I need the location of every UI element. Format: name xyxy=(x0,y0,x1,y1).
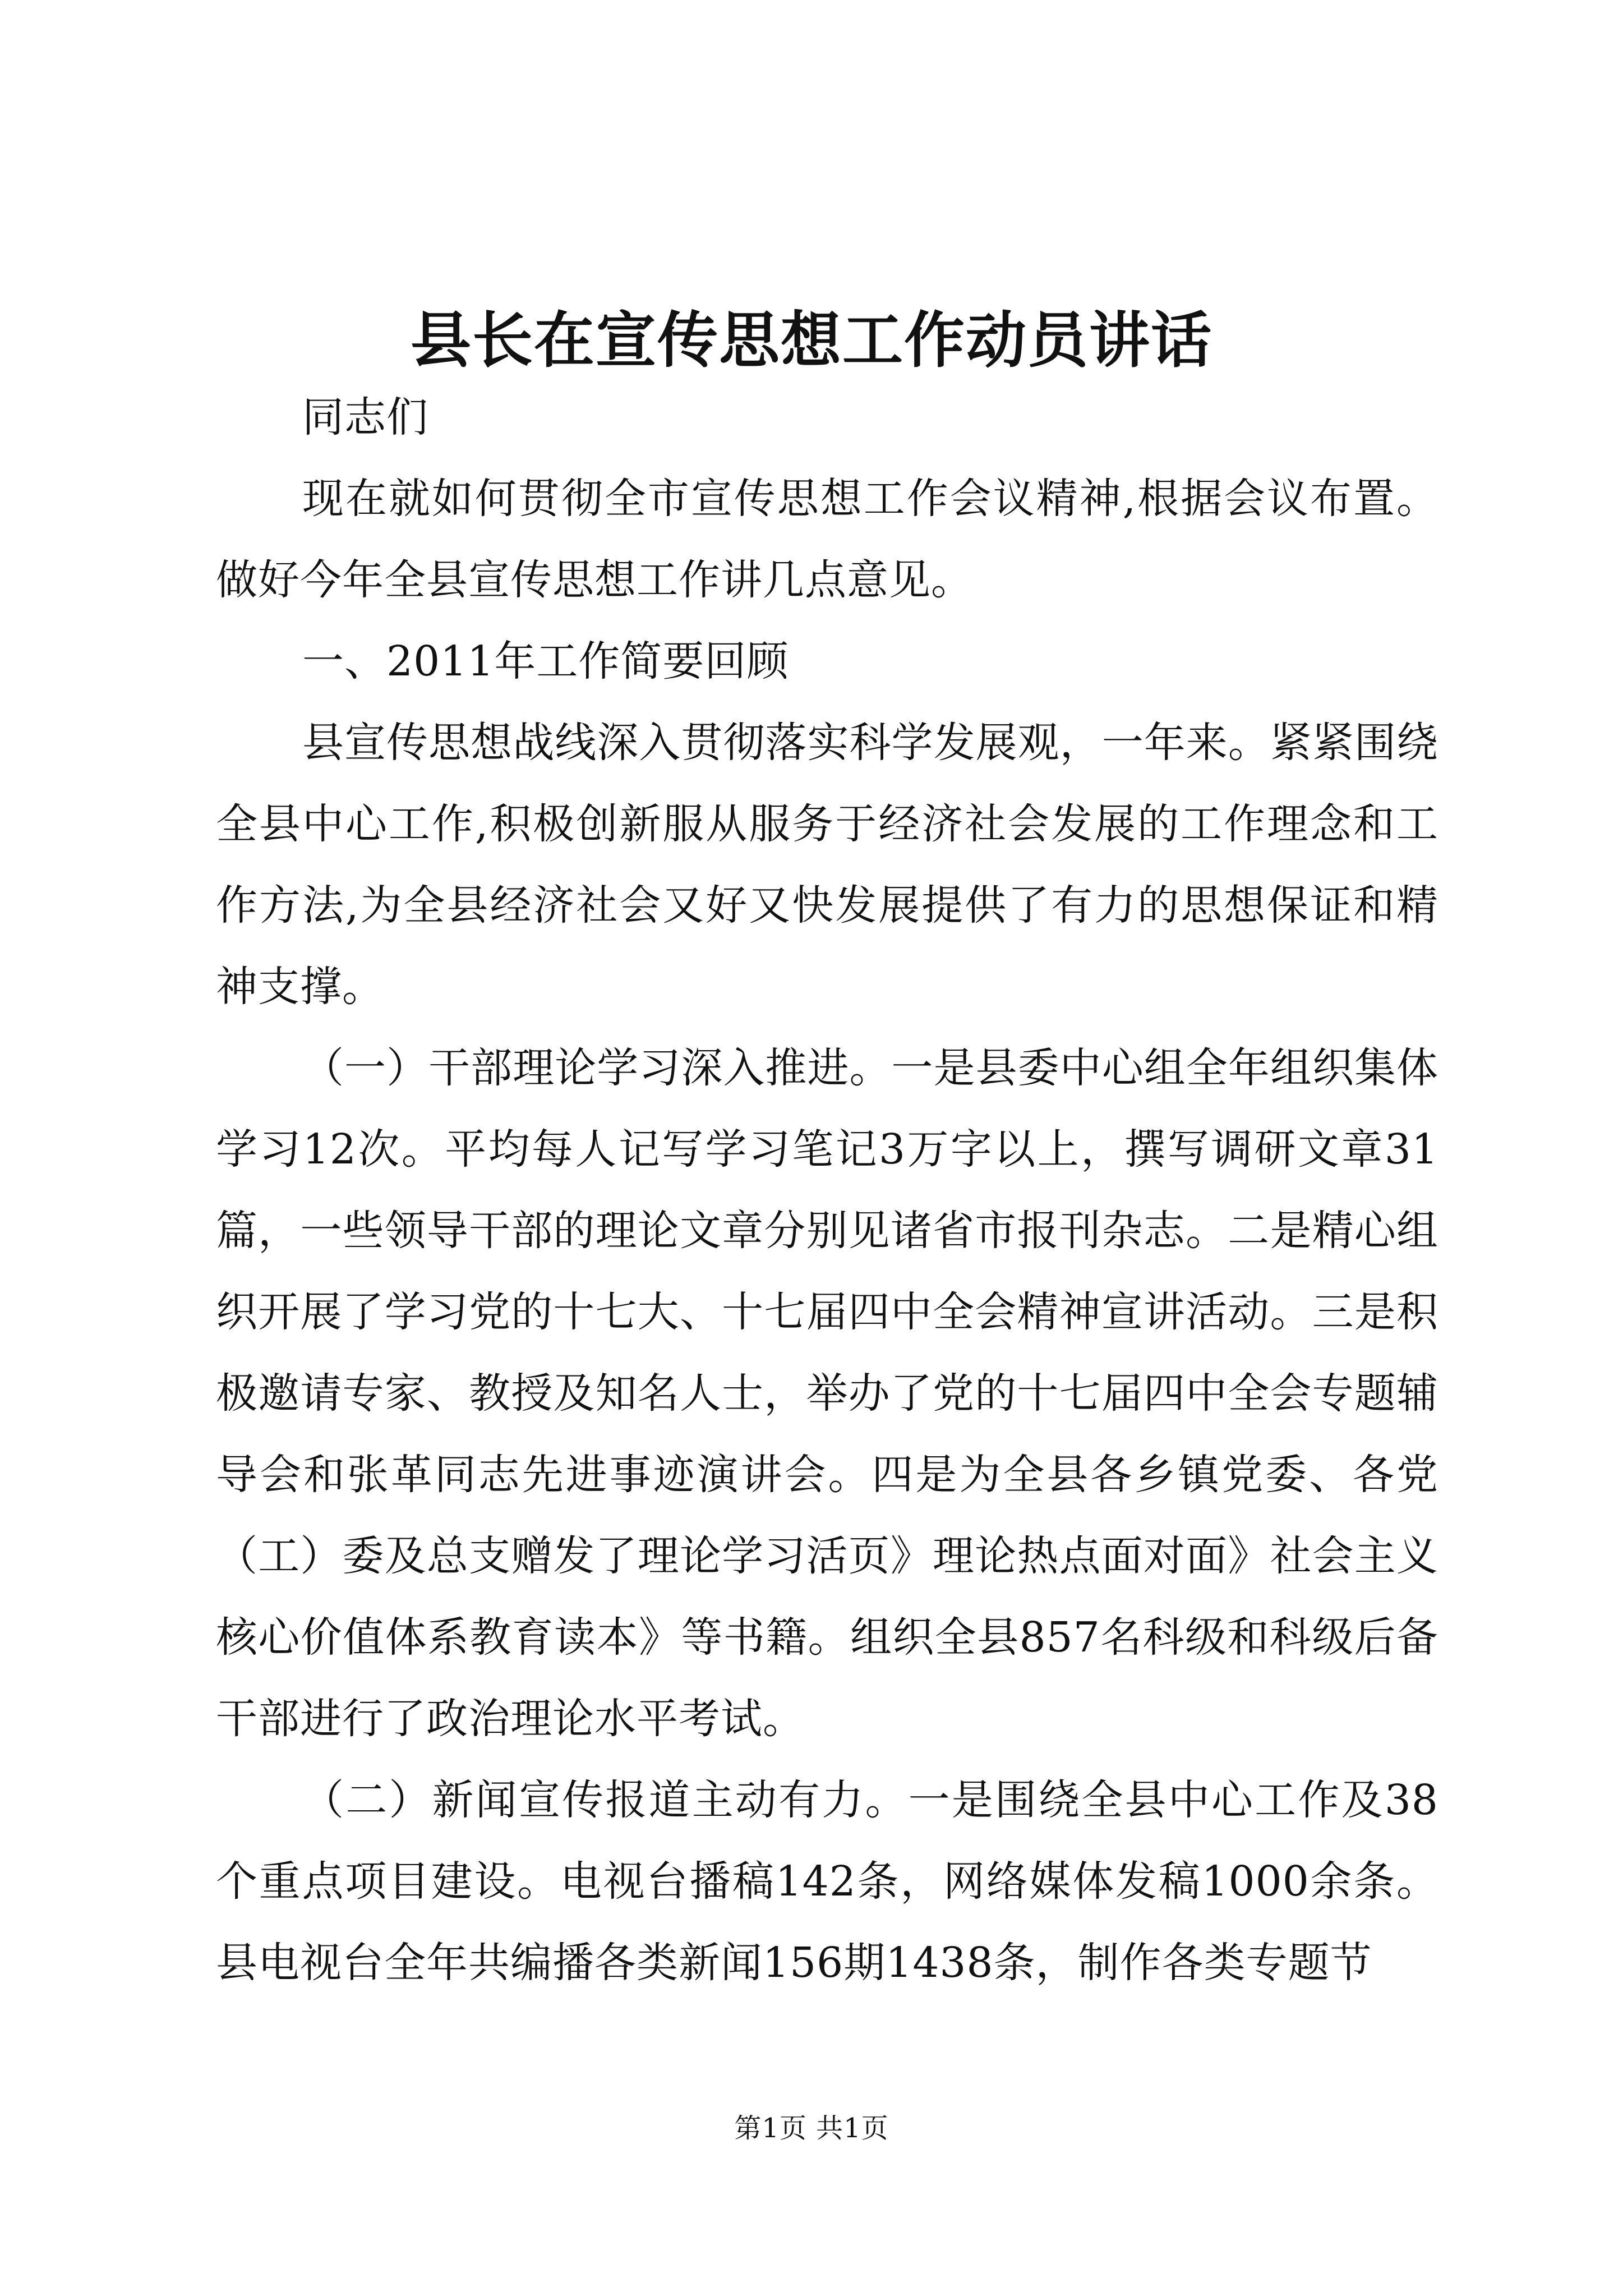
document-title: 县长在宣传思想工作动员讲话 xyxy=(410,305,1212,376)
paragraph-intro: 现在就如何贯彻全市宣传思想工作会议精神,根据会议布置。做好今年全县宣传思想工作讲几点意见。 xyxy=(216,475,1438,604)
page-footer: 第1页 共1页 xyxy=(734,2113,889,2144)
paragraph-news-reporting: （二）新闻宣传报道主动有力。一是围绕全县中心工作及38个重点项目建设。电视台播稿142条，网络媒体发稿1000余条。县电视台全年共编播各类新闻156期1438条，制作各类专题节 xyxy=(216,1776,1438,1987)
salutation: 同志们 xyxy=(302,393,428,441)
section-heading: 一、2011年工作简要回顾 xyxy=(302,637,789,685)
paragraph-overview: 县宣传思想战线深入贯彻落实科学发展观，一年来。紧紧围绕全县中心工作,积极创新服从服务于经济社会发展的工作理念和工作方法,为全县经济社会又好又快发展提供了有力的思想保证和精神支撑。 xyxy=(216,719,1438,1011)
paragraph-theory-study: （一）干部理论学习深入推进。一是县委中心组全年组织集体学习12次。平均每人记写学习笔记3万字以上，撰写调研文章31篇，一些领导干部的理论文章分别见诸省市报刊杂志。二是精心组织开展了学习党的十七大、十七届四中全会精神宣讲活动。三是积极邀请专家、教授及知名人士，举办了党的十七届四中全会专题辅导会和张革同志先进事迹演讲会。四是为全县各乡镇党委、各党（工）委及总支赠发了理论学习活页》理论热点面对面》社会主义核心价值体系教育读本》等书籍。组织全县857名科级和科级后备干部进行了政治理论水平考试。 xyxy=(216,1044,1438,1743)
document-body xyxy=(216,377,1438,2004)
